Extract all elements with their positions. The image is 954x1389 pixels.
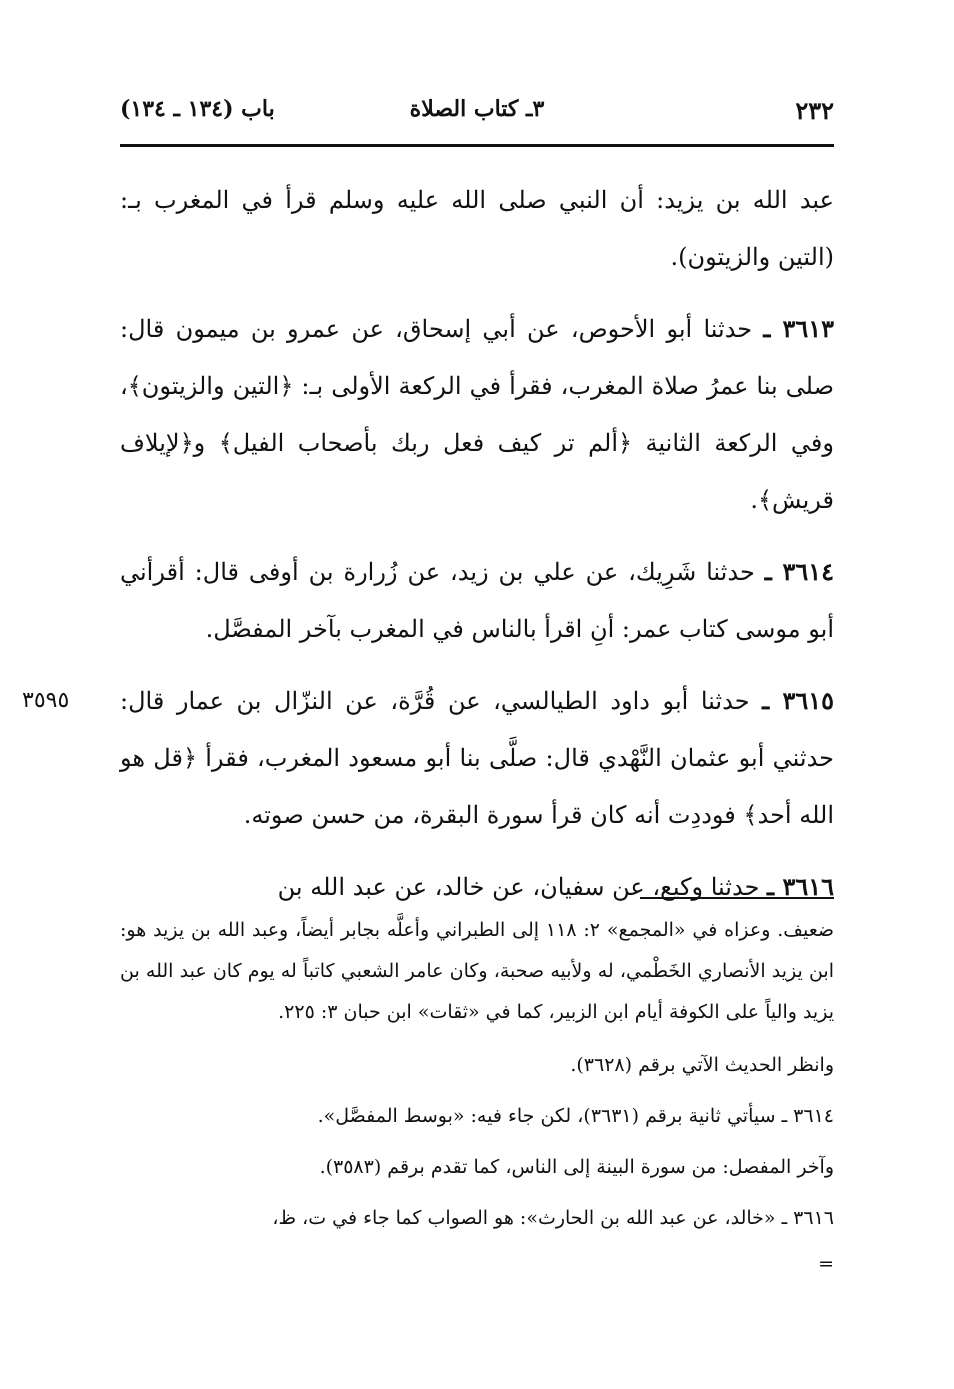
chapter-title: ٣ـ كتاب الصلاة	[409, 96, 545, 122]
page-number: ٢٣٢	[795, 96, 834, 125]
hadith-paragraph	[120, 858, 834, 916]
footnotes	[120, 910, 834, 1279]
footnote-line: ٣٦١٦ ـ «خالد، عن عبد الله بن الحارث»: هو الصواب كما جاء في ت، ظ،	[272, 1207, 834, 1229]
footnote-continuation-mark: =	[818, 1253, 834, 1275]
footnote-block: ضعيف. وعزاه في «المجمع» ٢: ١١٨ إلى الطبراني وأعلَّه بجابر أيضاً، وعبد الله بن يزيد هو: ابن يزيد الأنصاري الخَطْمي، له ولأبيه صحبة، وكان عامر الشعبي كاتباً له يوم كان عبد الله بن يزيد والياً على الكوفة أيام ابن الزبير، كما في «ثقات» ابن حبان ٣: ٢٢٥.	[120, 919, 834, 1023]
footnote-line: ٣٦١٤ ـ سيأتي ثانية برقم (٣٦٣١)، لكن جاء فيه: «بوسط المفصَّل».	[317, 1105, 834, 1127]
hadith-text: حدثنا وكيع، عن سفيان، عن خالد، عن عبد الله بن	[277, 873, 768, 901]
margin-reference-number: ٣٥٩٥	[22, 688, 70, 713]
hadith-paragraph	[120, 300, 834, 529]
running-header	[120, 96, 834, 134]
hadith-paragraph	[120, 172, 834, 286]
hadith-text: عبد الله بن يزيد: أن النبي صلى الله عليه وسلم قرأ في المغرب بـ: (التين والزيتون).	[120, 186, 834, 271]
hadith-number: ٣٦١٤ ـ	[764, 557, 834, 586]
hadith-text: حدثنا أبو داود الطيالسي، عن قُرَّة، عن النزّال بن عمار قال: حدثني أبو عثمان النَّهْدي قال: صلَّى بنا أبو مسعود المغرب، فقرأ ﴿قل هو الله أحد﴾ فوددِت أنه كان قرأ سورة البقرة، من حسن صوته.	[120, 687, 834, 829]
main-text	[22, 172, 834, 930]
hadith-paragraph	[22, 672, 834, 844]
hadith-paragraph	[120, 543, 834, 658]
section-title: باب (١٣٤ ـ ١٣٤)	[120, 96, 275, 122]
header-rule	[120, 144, 834, 147]
hadith-text: حدثنا شَرِيك، عن علي بن زيد، عن زُرارة بن أوفى قال: أقرأني أبو موسى كتاب عمر: أنِ اقرأ بالناس في المغرب بآخر المفصَّل.	[120, 558, 834, 643]
hadith-text: حدثنا أبو الأحوص، عن أبي إسحاق، عن عمرو بن ميمون قال: صلى بنا عمرُ صلاة المغرب، فقرأ في الركعة الأولى بـ: ﴿التين والزيتون﴾، وفي الركعة الثانية ﴿ألم تر كيف فعل ربك بأصحاب الفيل﴾ و﴿لإيلاف قريش﴾.	[120, 315, 834, 514]
footnote-line: وآخر المفصل: من سورة البينة إلى الناس، كما تقدم برقم (٣٥٨٣).	[319, 1156, 834, 1178]
hadith-number: ٣٦١٣ ـ	[763, 314, 834, 343]
footnote-rule	[640, 897, 834, 899]
hadith-number: ٣٦١٦ ـ	[767, 872, 834, 901]
hadith-number: ٣٦١٥ ـ	[762, 686, 834, 715]
footnote-line: وانظر الحديث الآتي برقم (٣٦٢٨).	[570, 1054, 834, 1076]
